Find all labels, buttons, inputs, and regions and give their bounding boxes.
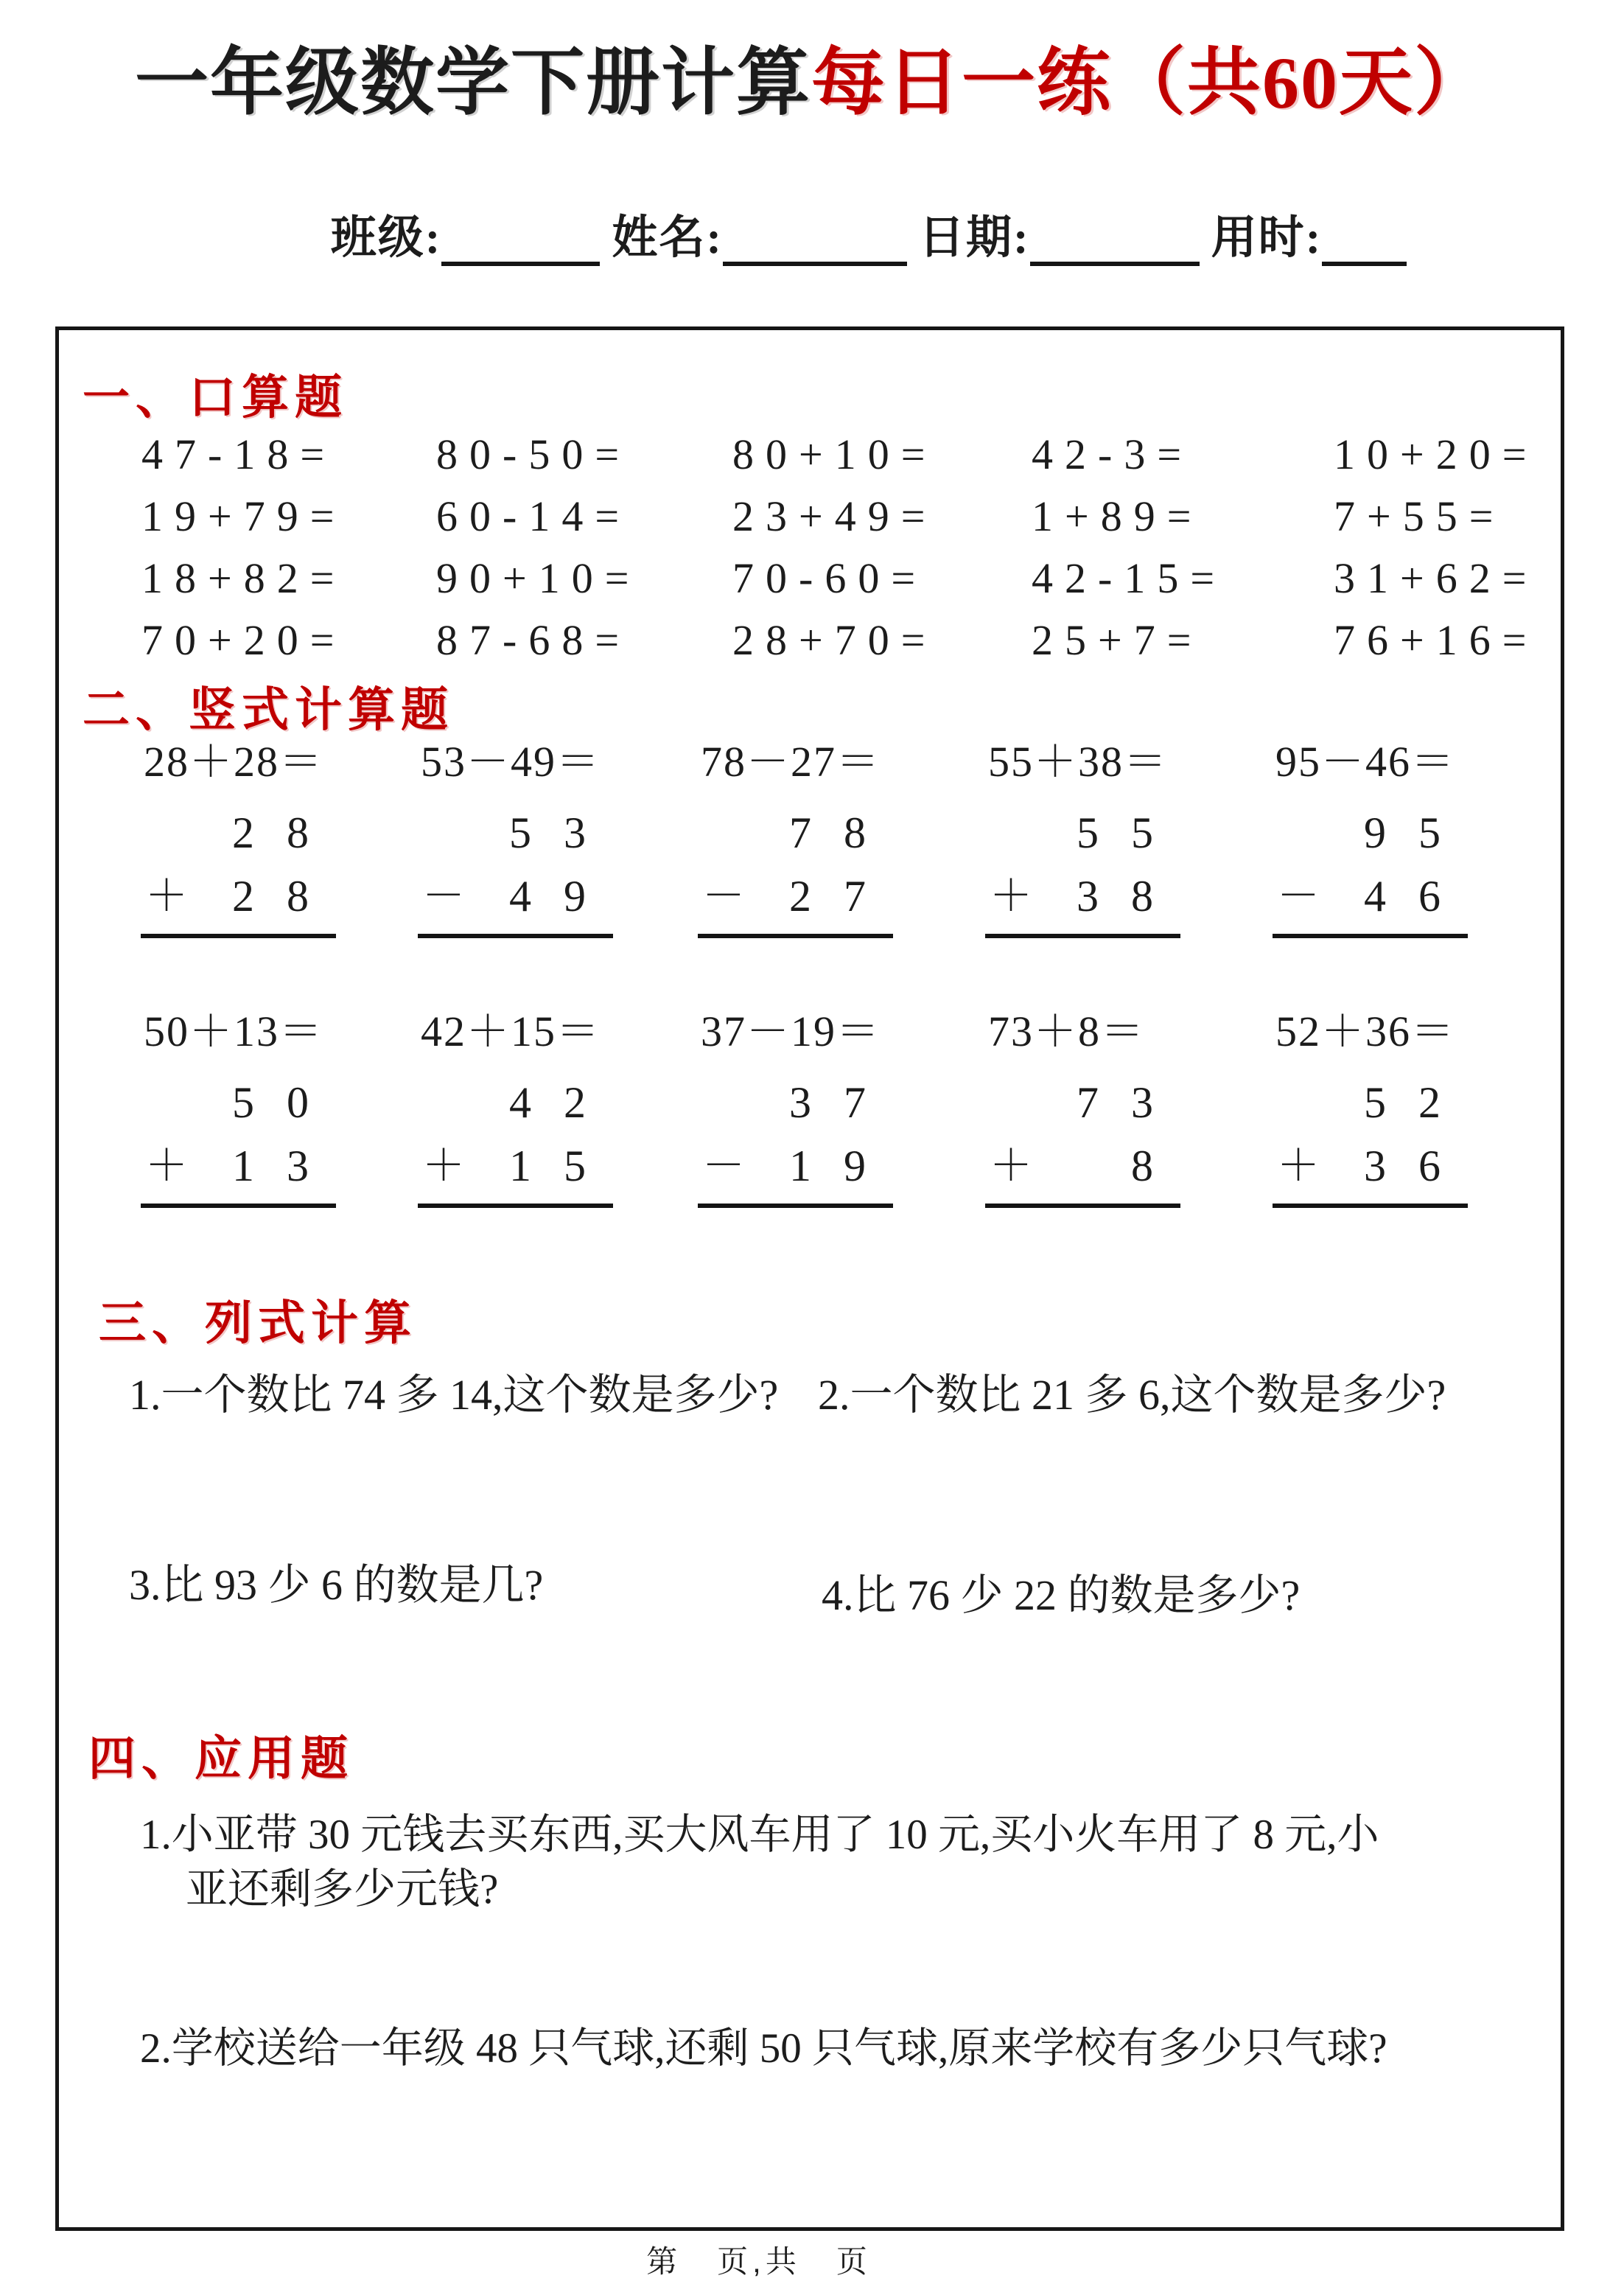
vp-answer-line <box>1273 1204 1468 1208</box>
time-blank-line <box>1322 220 1407 266</box>
vertical-problem <box>144 1009 421 1208</box>
vp-operator: ＋ <box>990 872 1033 920</box>
oral-problem: 25+7= <box>1032 616 1203 664</box>
vp-equation-label: 42＋15＝ <box>421 1007 601 1055</box>
vp-bottom-number: 27 <box>789 872 898 921</box>
vp-equation-label: 78－27＝ <box>701 738 881 786</box>
meta-field-name <box>612 200 907 266</box>
section-heading-word-problems: 四、应用题 <box>88 1733 354 1785</box>
vp-equation-label: 73＋8＝ <box>988 1007 1146 1055</box>
vertical-problem <box>701 739 988 938</box>
expression-item: 1.一个数比 74 多 14,这个数是多少? <box>129 1371 779 1419</box>
oral-problem: 76+16= <box>1334 616 1539 664</box>
vp-answer-line <box>1273 934 1468 938</box>
vp-operator: － <box>422 872 466 920</box>
vp-operator: ＋ <box>990 1142 1033 1190</box>
class-blank-line <box>441 220 600 266</box>
vp-top-number: 78 <box>789 808 898 857</box>
vp-operator: ＋ <box>422 1142 466 1190</box>
vp-answer-line <box>141 1204 336 1208</box>
vp-operator: － <box>702 872 746 920</box>
vp-top-number: 42 <box>509 1078 618 1127</box>
vertical-problem <box>421 739 701 938</box>
oral-problem: 47-18= <box>141 430 337 478</box>
section-heading-vertical: 二、竖式计算题 <box>83 684 454 736</box>
oral-problem: 1+89= <box>1032 492 1203 540</box>
name-blank-line <box>723 220 907 266</box>
vertical-problem <box>1275 739 1561 938</box>
oral-problem: 42-3= <box>1032 430 1194 478</box>
vp-answer-line <box>418 934 613 938</box>
oral-problem: 87-68= <box>436 616 631 664</box>
meta-row <box>0 200 1624 266</box>
vp-answer-line <box>141 934 336 938</box>
vp-equation-label: 95－46＝ <box>1275 738 1456 786</box>
vertical-problem-row-1 <box>59 739 1561 938</box>
vp-top-number: 95 <box>1364 808 1473 857</box>
vertical-problem <box>144 739 421 938</box>
section-heading-oral: 一、口算题 <box>83 371 348 424</box>
vp-operator: ＋ <box>1277 1142 1320 1190</box>
vertical-problem <box>988 739 1275 938</box>
meta-field-class <box>331 200 601 266</box>
word-problem-2: 2.学校送给一年级 48 只气球,还剩 50 只气球,原来学校有多少只气球? <box>140 2025 1387 2072</box>
vp-operator: － <box>1277 872 1320 920</box>
vp-bottom-number: 28 <box>232 872 341 921</box>
vp-bottom-number: 36 <box>1364 1142 1473 1190</box>
word-problem-1-line-1: 1.小亚带 30 元钱去买东西,买大风车用了 10 元,买小火车用了 8 元,小 <box>140 1812 1379 1858</box>
oral-problem: 70+20= <box>141 616 346 664</box>
meta-field-time <box>1211 200 1407 266</box>
page-title-red: 每日一练（共60天） <box>811 42 1489 124</box>
vp-equation-label: 37－19＝ <box>701 1007 881 1055</box>
vp-bottom-number: 46 <box>1364 872 1473 921</box>
expression-item: 3.比 93 少 6 的数是几? <box>129 1561 544 1609</box>
vp-bottom-number: 13 <box>232 1142 341 1190</box>
section-heading-expressions: 三、列式计算 <box>99 1297 417 1349</box>
vertical-problem <box>421 1009 701 1208</box>
vp-equation-label: 52＋36＝ <box>1275 1007 1456 1055</box>
vp-top-number: 28 <box>232 808 341 857</box>
vertical-problem <box>988 1009 1275 1208</box>
vertical-problem <box>1275 1009 1561 1208</box>
oral-problem: 18+82= <box>141 554 346 602</box>
page-title-black: 一年级数学下册计算 <box>135 42 811 124</box>
vp-top-number: 37 <box>789 1078 898 1127</box>
vp-top-number: 50 <box>232 1078 341 1127</box>
vp-bottom-number: 19 <box>789 1142 898 1190</box>
meta-label-name: 姓名: <box>612 213 723 263</box>
page-title <box>0 35 1624 131</box>
worksheet-box <box>55 326 1564 2231</box>
vp-answer-line <box>698 1204 893 1208</box>
vertical-problem-row-2 <box>59 1009 1561 1208</box>
vp-top-number: 52 <box>1364 1078 1473 1127</box>
vertical-problem <box>701 1009 988 1208</box>
word-problem-1-line-2: 亚还剩多少元钱? <box>186 1866 499 1913</box>
oral-problem: 10+20= <box>1334 430 1539 478</box>
oral-problem: 80+10= <box>732 430 937 478</box>
oral-problem: 19+79= <box>141 492 346 540</box>
vp-answer-line <box>985 934 1180 938</box>
oral-problem: 42-15= <box>1032 554 1227 602</box>
oral-problem: 90+10= <box>436 554 641 602</box>
vp-top-number: 53 <box>509 808 618 857</box>
vp-operator: ＋ <box>145 872 189 920</box>
meta-label-class: 班级: <box>330 213 442 263</box>
vp-top-number: 55 <box>1077 808 1186 857</box>
oral-problem: 60-14= <box>436 492 631 540</box>
page-footer: 第 页,共 页 <box>646 2244 872 2279</box>
vp-bottom-number: 8 <box>1077 1142 1186 1190</box>
oral-problem: 80-50= <box>436 430 631 478</box>
vp-equation-label: 53－49＝ <box>421 738 601 786</box>
vp-equation-label: 28＋28＝ <box>144 738 324 786</box>
vp-operator: ＋ <box>145 1142 189 1190</box>
vp-operator: － <box>702 1142 746 1190</box>
oral-problem-grid <box>59 432 1561 663</box>
vp-bottom-number: 15 <box>509 1142 618 1190</box>
vp-bottom-number: 49 <box>509 872 618 921</box>
meta-label-time: 用时: <box>1211 213 1323 263</box>
vp-top-number: 73 <box>1077 1078 1186 1127</box>
vp-equation-label: 55＋38＝ <box>988 738 1169 786</box>
meta-field-date <box>919 200 1200 266</box>
vp-answer-line <box>418 1204 613 1208</box>
oral-problem: 70-60= <box>732 554 928 602</box>
expression-item: 2.一个数比 21 多 6,这个数是多少? <box>818 1371 1446 1419</box>
meta-label-date: 日期: <box>919 213 1030 263</box>
oral-problem: 28+70= <box>732 616 937 664</box>
date-blank-line <box>1030 220 1200 266</box>
oral-problem: 7+55= <box>1334 492 1505 540</box>
vp-equation-label: 50＋13＝ <box>144 1007 324 1055</box>
vp-bottom-number: 38 <box>1077 872 1186 921</box>
oral-problem: 31+62= <box>1334 554 1539 602</box>
oral-problem: 23+49= <box>732 492 937 540</box>
vp-answer-line <box>985 1204 1180 1208</box>
expression-item: 4.比 76 少 22 的数是多少? <box>822 1571 1301 1619</box>
vp-answer-line <box>698 934 893 938</box>
